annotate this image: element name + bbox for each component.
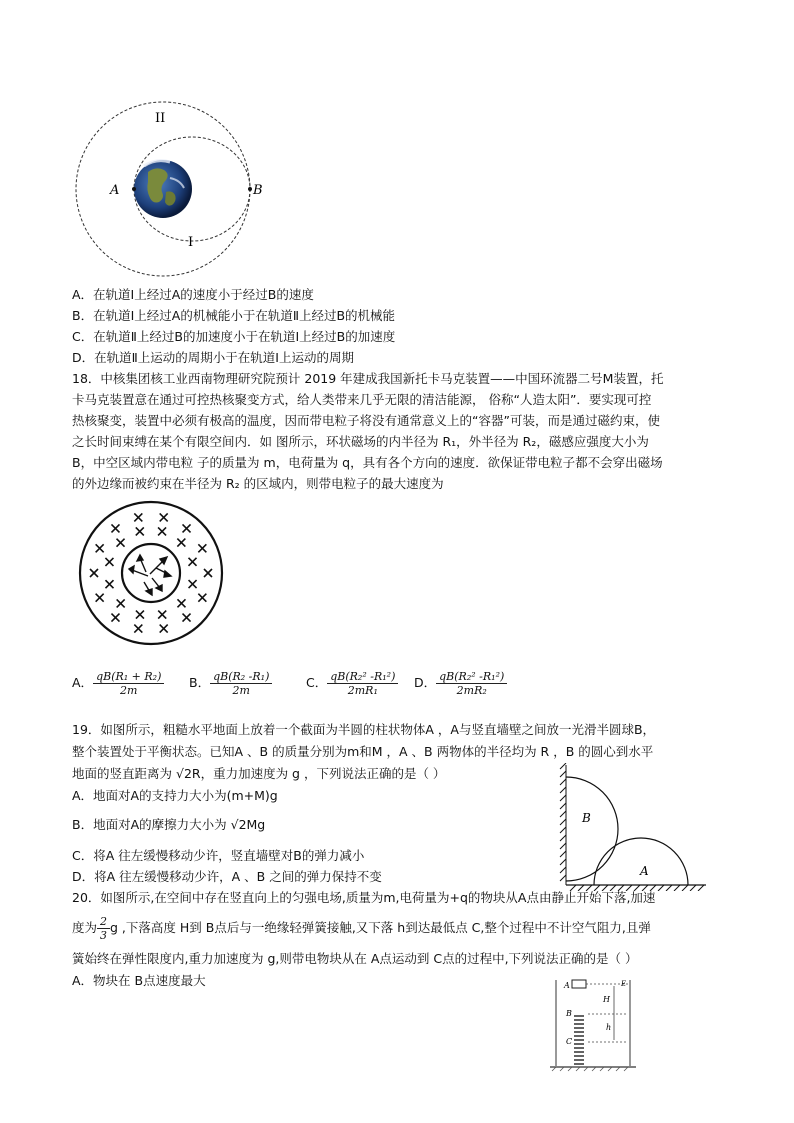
q20-fraction [97,915,110,942]
earth-image [134,160,192,218]
q18-options-row [72,670,722,706]
label-h: h [606,1023,612,1032]
label-orbit-1: I [188,235,194,250]
q19-option-b: B．地面对A的摩擦力大小为 √2Mg [72,817,266,832]
q20-line-3: 簧始终在弹性限度内,重力加速度为 g,则带电物块从在 A点运动到 C点的过程中,下列说法正确的是（ ） [72,951,638,966]
q19-option-d: D．将A 往左缓慢移动少许，A 、B 之间的弹力保持不变 [72,869,382,884]
q18-option-c-fraction [327,670,398,697]
label-A: A [110,183,120,198]
q18-option-a [72,670,164,697]
q18-line-3: 热核聚变，装置中必须有极高的温度，因而带电粒子将没有通常意义上的“容器”可装，而是通过磁约束，使 [72,413,660,428]
label-H: H [603,995,610,1004]
wall-spheres-figure [558,763,710,891]
q19-option-c: C．将A 往左缓慢移动少许，竖直墙壁对B的弹力减小 [72,848,365,863]
q18-line-4: 之长时间束缚在某个有限空间内．如 图所示，环状磁场的内半径为 R₁，外半径为 R₂，磁感应强度大小为 [72,434,649,449]
q18-option-a-num: qB(R₁ + R₂) [93,670,164,684]
q20-line-2 [72,915,651,942]
q19-line-1: 19．如图所示，粗糙水平地面上放着一个截面为半圆的柱状物体A ，A与竖直墙壁之间放一光滑半圆球B， [72,722,656,737]
q18-option-d [414,670,507,697]
orbit-figure [66,100,286,280]
q20-fraction-num: 2 [97,915,110,929]
q17-option-a: A．在轨道Ⅰ上经过A的速度小于经过B的速度 [72,287,314,302]
q18-option-b-label: B． [189,675,211,690]
q18-option-d-num: qB(R₂² -R₁²) [436,670,507,684]
q18-option-b-fraction [210,670,272,697]
q18-line-2: 卡马克装置意在通过可控热核聚变方式，给人类带来几乎无限的清洁能源， 俗称“人造太阳”．要实现可控 [72,392,652,407]
label-C: C [566,1037,573,1046]
q18-option-c-den: 2mR₁ [347,684,378,697]
label-A: A [640,864,649,878]
spring-coil [574,1016,584,1064]
q18-option-b-den: 2m [232,684,250,697]
q19-option-a: A．地面对A的支持力大小为(m+M)g [72,788,278,803]
label-orbit-2: II [155,111,166,126]
magnetic-ring-figure [78,500,228,650]
hemisphere-B [566,777,618,881]
q19-line-2: 整个装置处于平衡状态。已知A 、B 的质量分别为m和M ，A 、B 两物体的半径均为 R ，B 的圆心到水平 [72,744,654,759]
q17-option-c: C．在轨道Ⅱ上经过B的加速度小于在轨道Ⅰ上经过B的加速度 [72,329,396,344]
label-E: E [621,980,627,988]
wall-hatch [560,763,566,885]
point-B-dot [248,187,252,191]
q17-option-b: B．在轨道Ⅰ上经过A的机械能小于在轨道Ⅱ上经过B的机械能 [72,308,396,323]
q18-line-6: 的外边缘而被约束在半径为 R₂ 的区域内，则带电粒子的最大速度为 [72,476,444,491]
q20-option-a: A．物块在 B点速度最大 [72,973,206,988]
point-A-dot [132,187,136,191]
q18-line-5: B，中空区域内带电粒 子的质量为 m，电荷量为 q，具有各个方向的速度．欲保证带电粒子都不会穿出磁场 [72,455,663,470]
spring-apparatus-figure [548,976,640,1072]
q20-line-2-post: g ,下落高度 H到 B点后与一绝缘轻弹簧接触,又下落 h到达最低点 C,整个过程中不计空气阻力,且弹 [110,920,651,935]
velocity-arrows [129,555,171,595]
q20-fraction-den: 3 [100,929,108,942]
q18-option-a-den: 2m [120,684,138,697]
label-B: B [582,811,591,825]
q18-option-d-label: D． [414,675,437,690]
label-A: A [564,981,570,990]
q18-option-a-fraction [93,670,164,697]
q20-line-1: 20．如图所示,在空间中存在竖直向上的匀强电场,质量为m,电荷量为+q的物块从A点由静止开始下落,加速 [72,890,656,905]
q20-line-2-pre: 度为 [72,920,98,935]
q18-option-d-fraction [436,670,507,697]
q18-option-c-num: qB(R₂² -R₁²) [327,670,398,684]
q19-line-3: 地面的竖直距离为 √2R，重力加速度为 g ，下列说法正确的是（ ） [72,766,446,781]
label-B: B [566,1009,572,1018]
q18-option-d-den: 2mR₂ [456,684,487,697]
q18-option-a-label: A． [72,675,94,690]
label-B: B [253,183,263,198]
q18-option-b-num: qB(R₂ -R₁) [210,670,272,684]
q18-option-c-label: C． [306,675,328,690]
q18-line-1: 18．中核集团核工业西南物理研究院预计 2019 年建成我国新托卡马克装置——中国环流器二号M装置，托 [72,371,664,386]
q17-option-d: D．在轨道Ⅱ上运动的周期小于在轨道Ⅰ上运动的周期 [72,350,354,365]
q18-option-c [306,670,398,697]
charged-block [572,980,586,988]
q18-option-b [189,670,272,697]
